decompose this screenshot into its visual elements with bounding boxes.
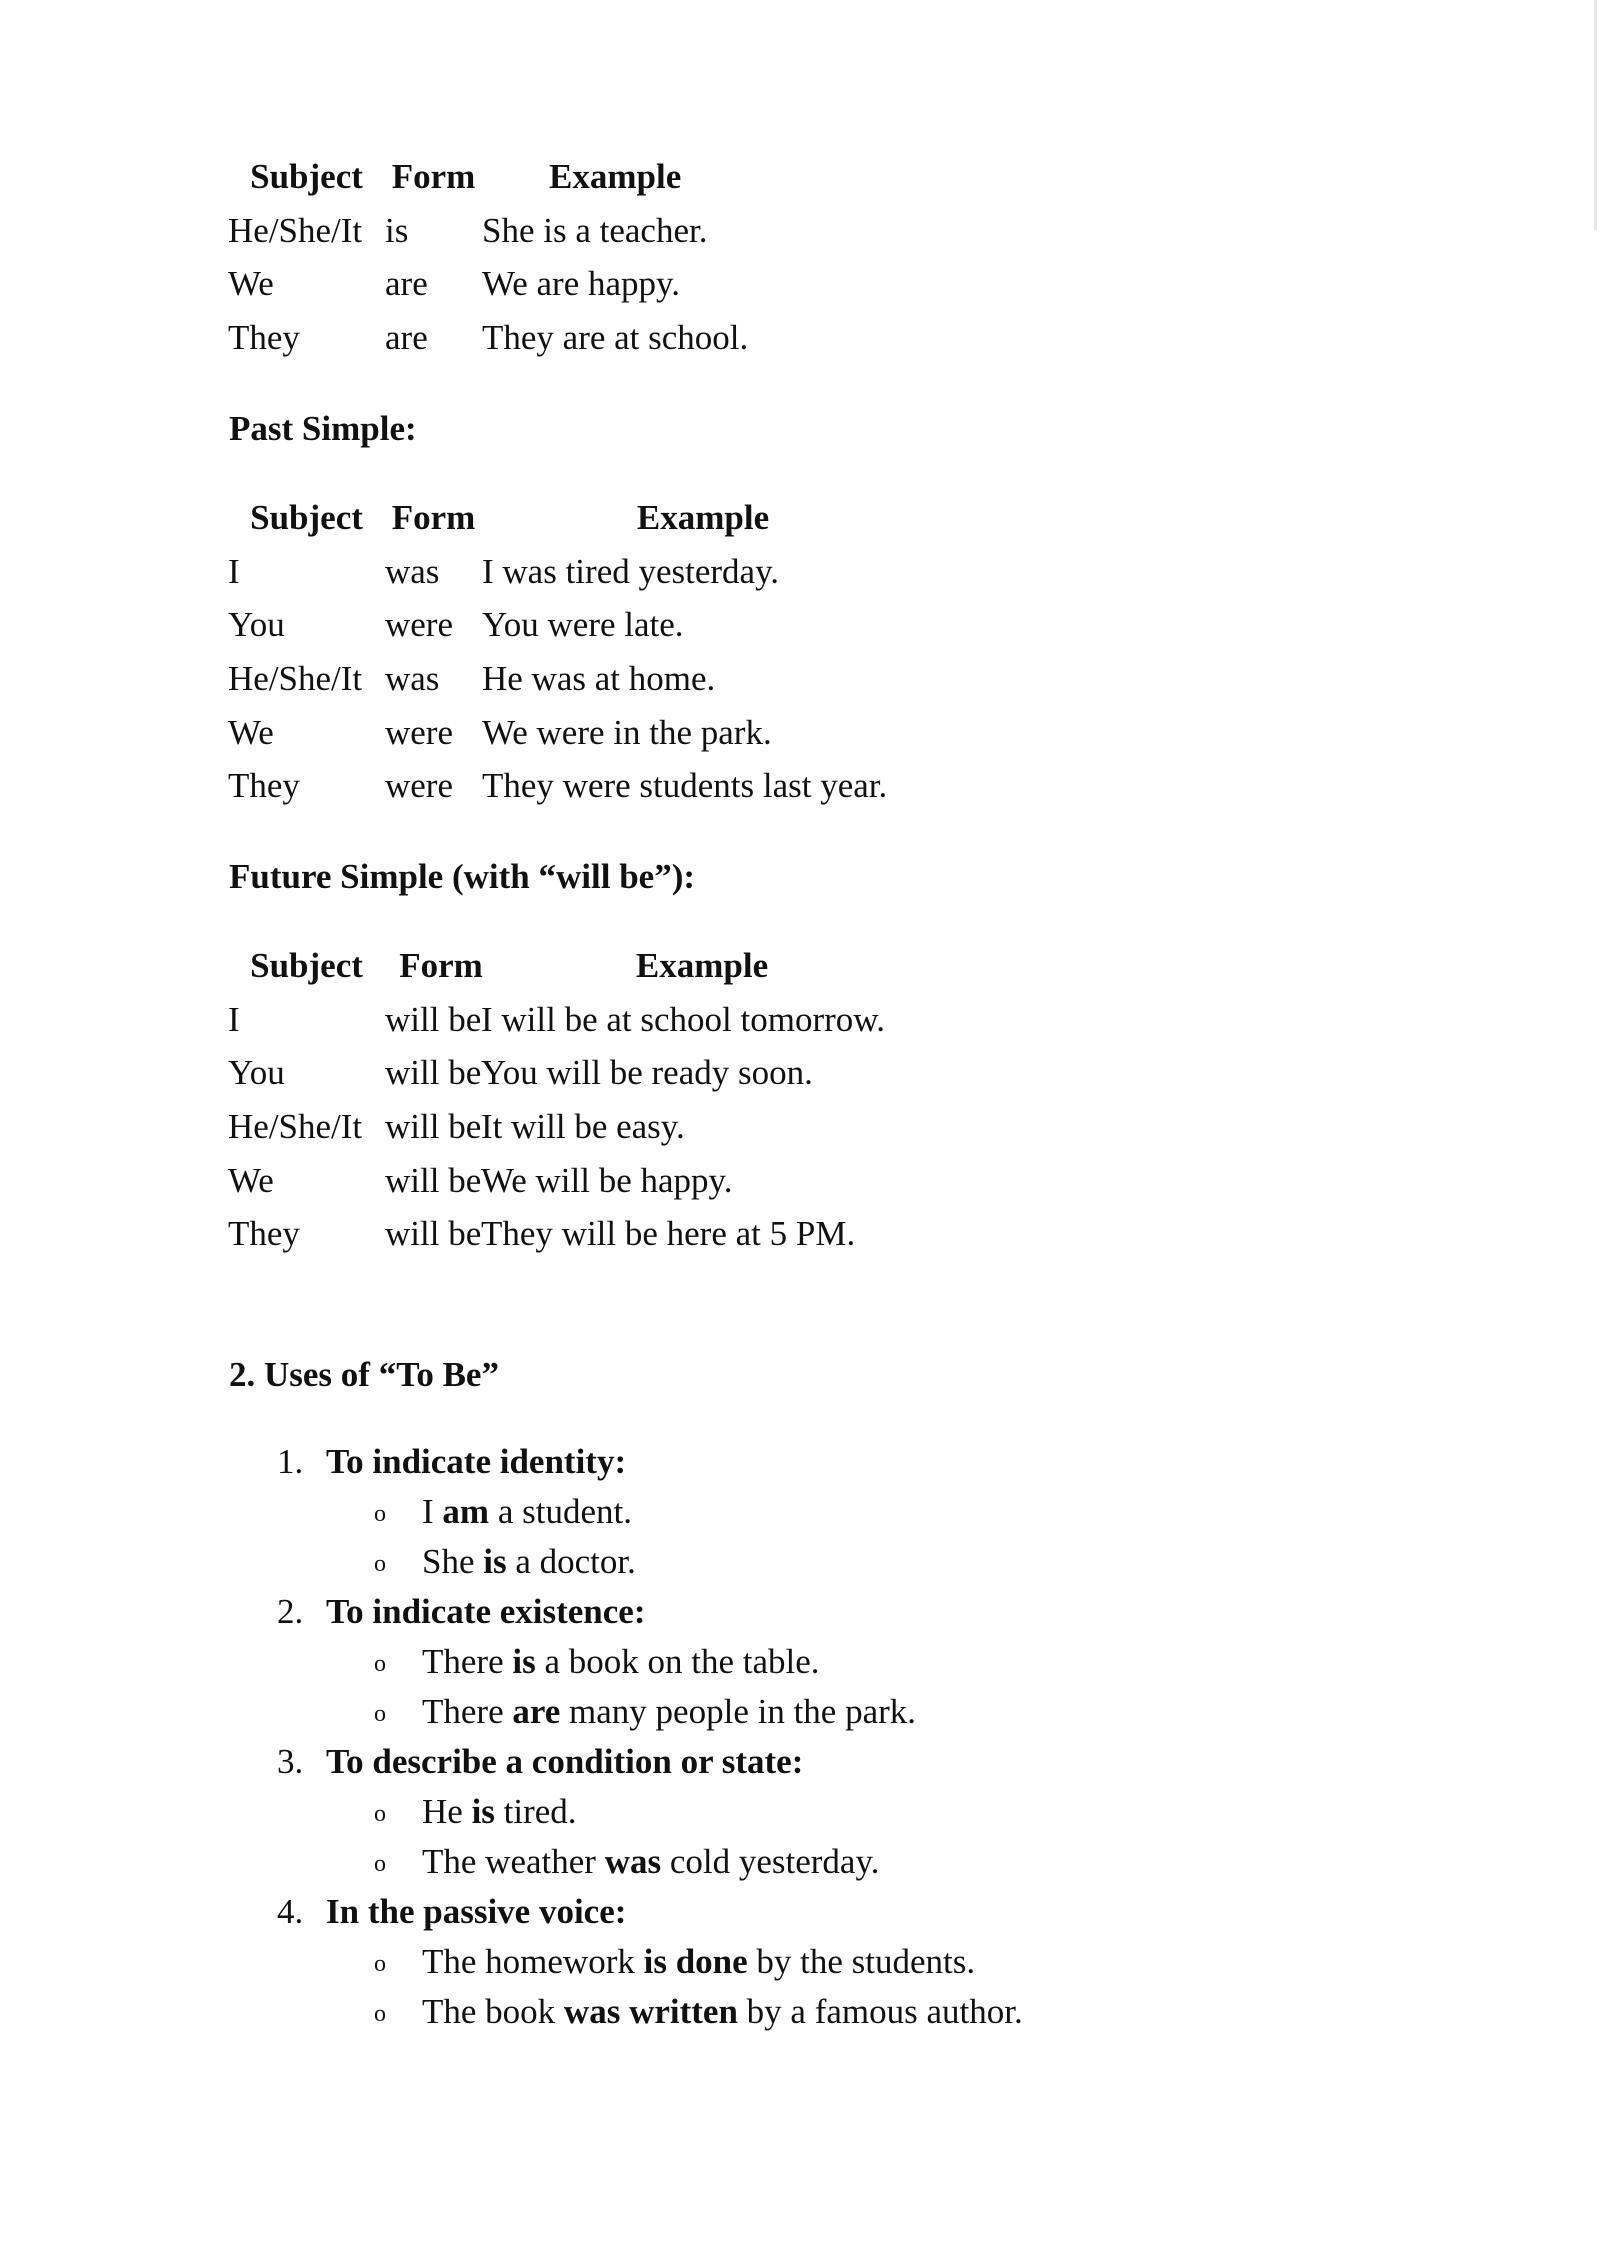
table-row [228, 204, 748, 258]
header-example: Example [549, 157, 682, 197]
cell-subject: He/She/It [228, 1107, 363, 1147]
page-edge-line [1594, 0, 1597, 230]
example-text: He is tired. [422, 1792, 577, 1831]
header-form: Form [391, 498, 476, 538]
header-example: Example [635, 946, 769, 986]
cell-subject: He/She/It [228, 659, 363, 699]
table-row [228, 1100, 907, 1154]
header-subject: Subject [250, 498, 363, 538]
cell-subject: They [228, 766, 300, 806]
cell-example: I will be at school tomorrow. [481, 999, 886, 1039]
cell-form: are [385, 318, 428, 358]
circle-bullet-icon: o [374, 2001, 386, 2027]
cell-form: are [385, 264, 428, 304]
table-row [228, 759, 924, 813]
cell-example: They will be here at 5 PM. [481, 1214, 856, 1254]
cell-subject: We [228, 1160, 274, 1200]
circle-bullet-icon: o [374, 1851, 386, 1877]
cell-subject: We [228, 712, 274, 752]
cell-subject: They [228, 318, 300, 358]
future-simple-title: Future Simple (with “will be”): [229, 857, 696, 896]
cell-example: You will be ready soon. [481, 1053, 813, 1093]
cell-form: was [385, 659, 440, 699]
table-header-row [228, 491, 924, 545]
header-subject: Subject [250, 946, 363, 986]
cell-form: is [385, 210, 409, 250]
uses-section-title: 2. Uses of “To Be” [229, 1355, 499, 1394]
use-title: To indicate existence: [326, 1592, 646, 1631]
table-row [228, 993, 907, 1047]
circle-bullet-icon: o [374, 1651, 386, 1677]
example-text: The book was written by a famous author. [422, 1992, 1023, 2031]
future-simple-table [228, 939, 907, 1261]
use-number: 1. [277, 1442, 304, 1481]
header-form: Form [399, 946, 483, 986]
example-text: There are many people in the park. [422, 1692, 917, 1731]
cell-example: It will be easy. [481, 1107, 685, 1147]
table-header-row [228, 150, 748, 204]
cell-subject: You [228, 605, 285, 645]
cell-example: She is a teacher. [482, 210, 708, 250]
past-simple-title: Past Simple: [229, 409, 417, 448]
circle-bullet-icon: o [374, 1951, 386, 1977]
table-row [228, 598, 924, 652]
example-text: She is a doctor. [422, 1542, 636, 1581]
cell-example: They are at school. [482, 318, 749, 358]
example-text: I am a student. [422, 1492, 632, 1531]
table-row [228, 311, 748, 365]
circle-bullet-icon: o [374, 1551, 386, 1577]
header-example: Example [636, 498, 770, 538]
cell-subject: He/She/It [228, 210, 363, 250]
cell-form: will be [385, 1214, 482, 1254]
example-text: The weather was cold yesterday. [422, 1842, 880, 1881]
table-row [228, 705, 924, 759]
table-row [228, 257, 748, 311]
cell-example: We were in the park. [482, 712, 772, 752]
cell-form: will be [385, 999, 482, 1039]
table-row [228, 545, 924, 599]
table-row [228, 1046, 907, 1100]
present-table [228, 150, 748, 364]
cell-form: will be [385, 1107, 482, 1147]
table-header-row [228, 939, 907, 993]
cell-form: were [385, 605, 454, 645]
cell-example: He was at home. [482, 659, 716, 699]
example-text: The homework is done by the students. [422, 1942, 976, 1981]
cell-form: were [385, 766, 454, 806]
cell-subject: I [228, 551, 240, 591]
cell-form: will be [385, 1053, 482, 1093]
table-row [228, 1153, 907, 1207]
use-number: 3. [277, 1742, 304, 1781]
cell-example: They were students last year. [482, 766, 888, 806]
use-number: 2. [277, 1592, 304, 1631]
cell-subject: You [228, 1053, 285, 1093]
circle-bullet-icon: o [374, 1801, 386, 1827]
cell-example: You were late. [482, 605, 684, 645]
circle-bullet-icon: o [374, 1701, 386, 1727]
cell-subject: I [228, 999, 240, 1039]
example-text: There is a book on the table. [422, 1642, 820, 1681]
circle-bullet-icon: o [374, 1501, 386, 1527]
header-form: Form [391, 157, 476, 197]
cell-form: were [385, 712, 454, 752]
cell-form: was [385, 551, 440, 591]
table-row [228, 1207, 907, 1261]
header-subject: Subject [250, 157, 363, 197]
cell-example: We are happy. [482, 264, 681, 304]
cell-form: will be [385, 1160, 482, 1200]
cell-subject: They [228, 1214, 300, 1254]
cell-subject: We [228, 264, 274, 304]
use-title: In the passive voice: [326, 1892, 627, 1931]
cell-example: We will be happy. [481, 1160, 733, 1200]
cell-example: I was tired yesterday. [482, 551, 780, 591]
use-number: 4. [277, 1892, 304, 1931]
table-row [228, 652, 924, 706]
use-title: To indicate identity: [326, 1442, 627, 1481]
use-title: To describe a condition or state: [326, 1742, 804, 1781]
past-simple-table [228, 491, 924, 813]
